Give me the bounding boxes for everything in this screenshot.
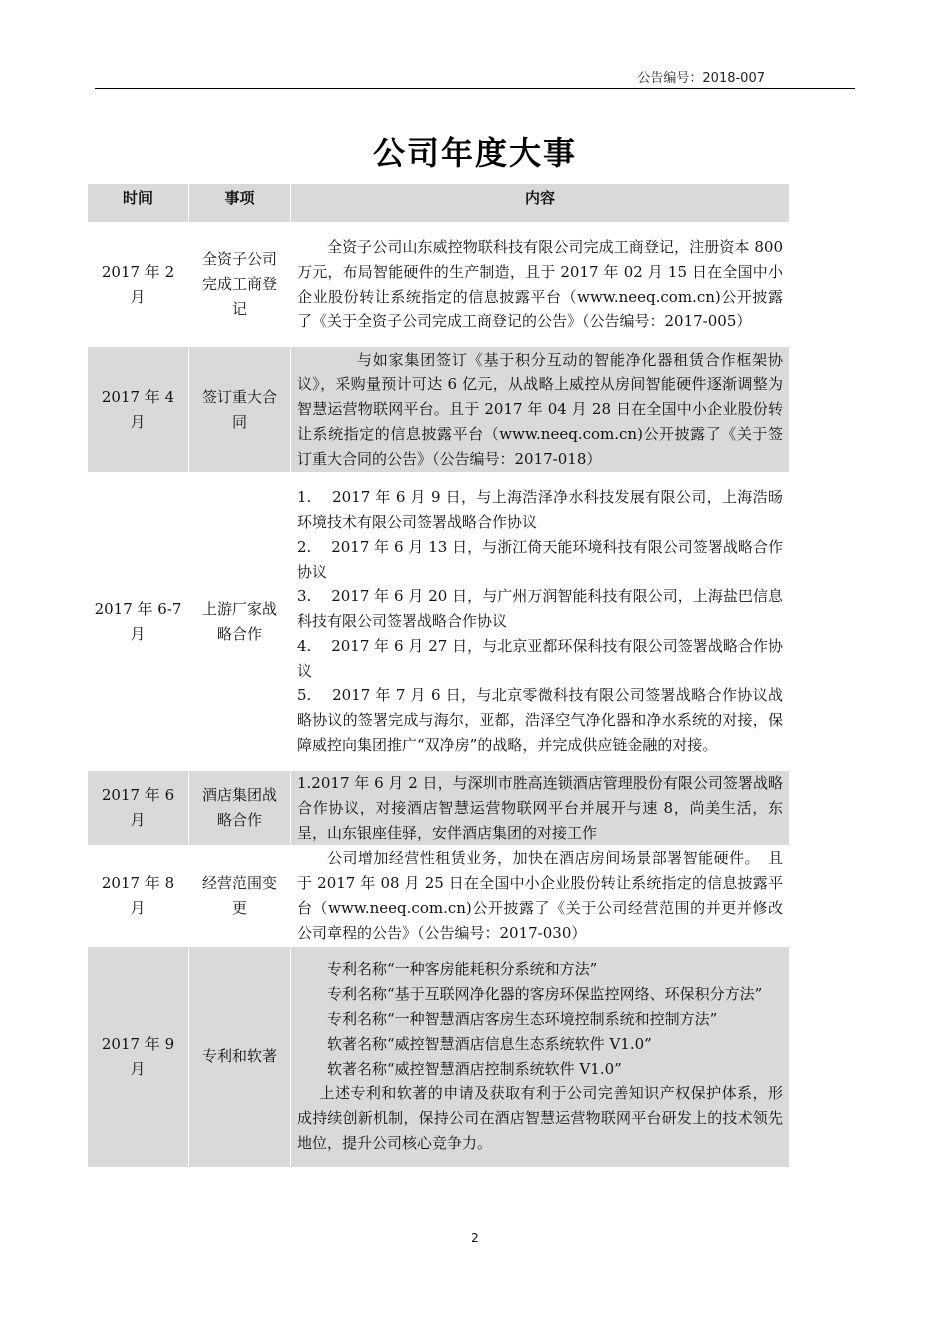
table-row bbox=[88, 771, 790, 846]
row-item: 酒店集团战略合作 bbox=[189, 771, 291, 846]
header-time: 时间 bbox=[88, 184, 189, 223]
row-content bbox=[291, 946, 790, 1167]
row-item: 签订重大合同 bbox=[189, 347, 291, 473]
row-time: 2017 年 6 月 bbox=[88, 771, 189, 846]
table-row bbox=[88, 347, 790, 473]
row-time: 2017 年 2 月 bbox=[88, 223, 189, 347]
table-row bbox=[88, 473, 790, 771]
content-paragraph: 3. 2017 年 6 月 20 日，与广州万润智能科技有限公司，上海盐巴信息科技有限公司签署战略合作协议 bbox=[297, 587, 783, 631]
content-paragraph: 软著名称“威控智慧酒店信息生态系统软件 V1.0” bbox=[327, 1034, 652, 1053]
content-paragraph: 5. 2017 年 7 月 6 日，与北京零微科技有限公司签署战略合作协议战略协议的签署完成与海尔，亚都，浩泽空气净化器和净水系统的对接，保障威控向集团推广“双净房”的战略，并完成供应链金融的对接。 bbox=[297, 686, 783, 755]
row-item: 上游厂家战略合作 bbox=[189, 473, 291, 771]
row-content bbox=[291, 223, 790, 347]
page-title: 公司年度大事 bbox=[372, 134, 577, 172]
content-paragraph: 专利名称“基于互联网净化器的客房环保监控网络、环保积分方法” bbox=[327, 985, 763, 1004]
content-paragraph: 2. 2017 年 6 月 13 日，与浙江倚天能环境科技有限公司签署战略合作协议 bbox=[297, 537, 783, 581]
row-time: 2017 年 4 月 bbox=[88, 347, 189, 473]
content-paragraph: 1. 2017 年 6 月 9 日，与上海浩泽净水科技发展有限公司，上海浩旸环境技术有限公司签署战略合作协议 bbox=[297, 488, 783, 531]
row-item: 全资子公司完成工商登记 bbox=[189, 223, 291, 347]
content-paragraph: 公司增加经营性租赁业务，加快在酒店房间场景部署智能硬件。 且于 2017 年 08 月 25 日在全国中小企业股份转让系统指定的信息披露平台（www.neeq.com.cn)公开披露了《关于公司经营范围的并更并修改公司章程的公告》（公告编号：2017-030） bbox=[297, 849, 783, 942]
page-number: 2 bbox=[471, 1231, 479, 1245]
table-row bbox=[88, 946, 790, 1167]
header-item: 事项 bbox=[189, 184, 291, 223]
content-paragraph: 专利名称“一种客房能耗积分系统和方法” bbox=[327, 960, 598, 979]
content-paragraph: 专利名称“一种智慧酒店客房生态环境控制系统和控制方法” bbox=[327, 1009, 718, 1028]
document-number: 公告编号：2018-007 bbox=[637, 71, 765, 86]
row-time: 2017 年 9 月 bbox=[88, 946, 189, 1167]
row-item: 专利和软著 bbox=[189, 946, 291, 1167]
table-row bbox=[88, 846, 790, 946]
content-paragraph: 软著名称“威控智慧酒店控制系统软件 V1.0” bbox=[327, 1059, 622, 1078]
table-row bbox=[88, 223, 790, 347]
content-paragraph: 1.2017 年 6 月 2 日，与深圳市胜高连锁酒店管理股份有限公司签署战略合作协议，对接酒店智慧运营物联网平台并展开与速 8，尚美生活，东呈，山东银座佳驿，安伴酒店集团的对接工作 bbox=[297, 774, 783, 842]
header-divider bbox=[95, 88, 855, 89]
content-paragraph: 与如家集团签订《基于积分互动的智能净化器租赁合作框架协议》，采购量预计可达 6 亿元，从战略上威控从房间智能硬件逐渐调整为智慧运营物联网平台。且于 2017 年 04 月 28 日在全国中小企业股份转让系统指定的信息披露平台（www.neeq.com.cn)公开披露了《关于签订重大合同的公告》（公告编号：2017-018） bbox=[297, 350, 783, 468]
row-content bbox=[291, 771, 790, 846]
row-time: 2017 年 6-7 月 bbox=[88, 473, 189, 771]
annual-events-table bbox=[87, 183, 790, 1168]
row-item: 经营范围变更 bbox=[189, 846, 291, 946]
row-content bbox=[291, 473, 790, 771]
content-paragraph: 上述专利和软著的申请及获取有利于公司完善知识产权保护体系，形成持续创新机制，保持公司在酒店智慧运营物联网平台研发上的技术领先地位，提升公司核心竞争力。 bbox=[297, 1084, 783, 1152]
row-content bbox=[291, 347, 790, 473]
row-time: 2017 年 8 月 bbox=[88, 846, 189, 946]
content-paragraph: 全资子公司山东威控物联科技有限公司完成工商登记，注册资本 800 万元，布局智能硬件的生产制造，且于 2017 年 02 月 15 日在全国中小企业股份转让系统指定的信息披露平台（www.neeq.com.cn)公开披露了《关于全资子公司完成工商登记的公告》（公告编号：2017-005） bbox=[297, 237, 783, 331]
table-header-row bbox=[88, 184, 790, 223]
row-content bbox=[291, 846, 790, 946]
header-content: 内容 bbox=[291, 184, 790, 223]
content-paragraph: 4. 2017 年 6 月 27 日，与北京亚都环保科技有限公司签署战略合作协议 bbox=[297, 636, 783, 680]
